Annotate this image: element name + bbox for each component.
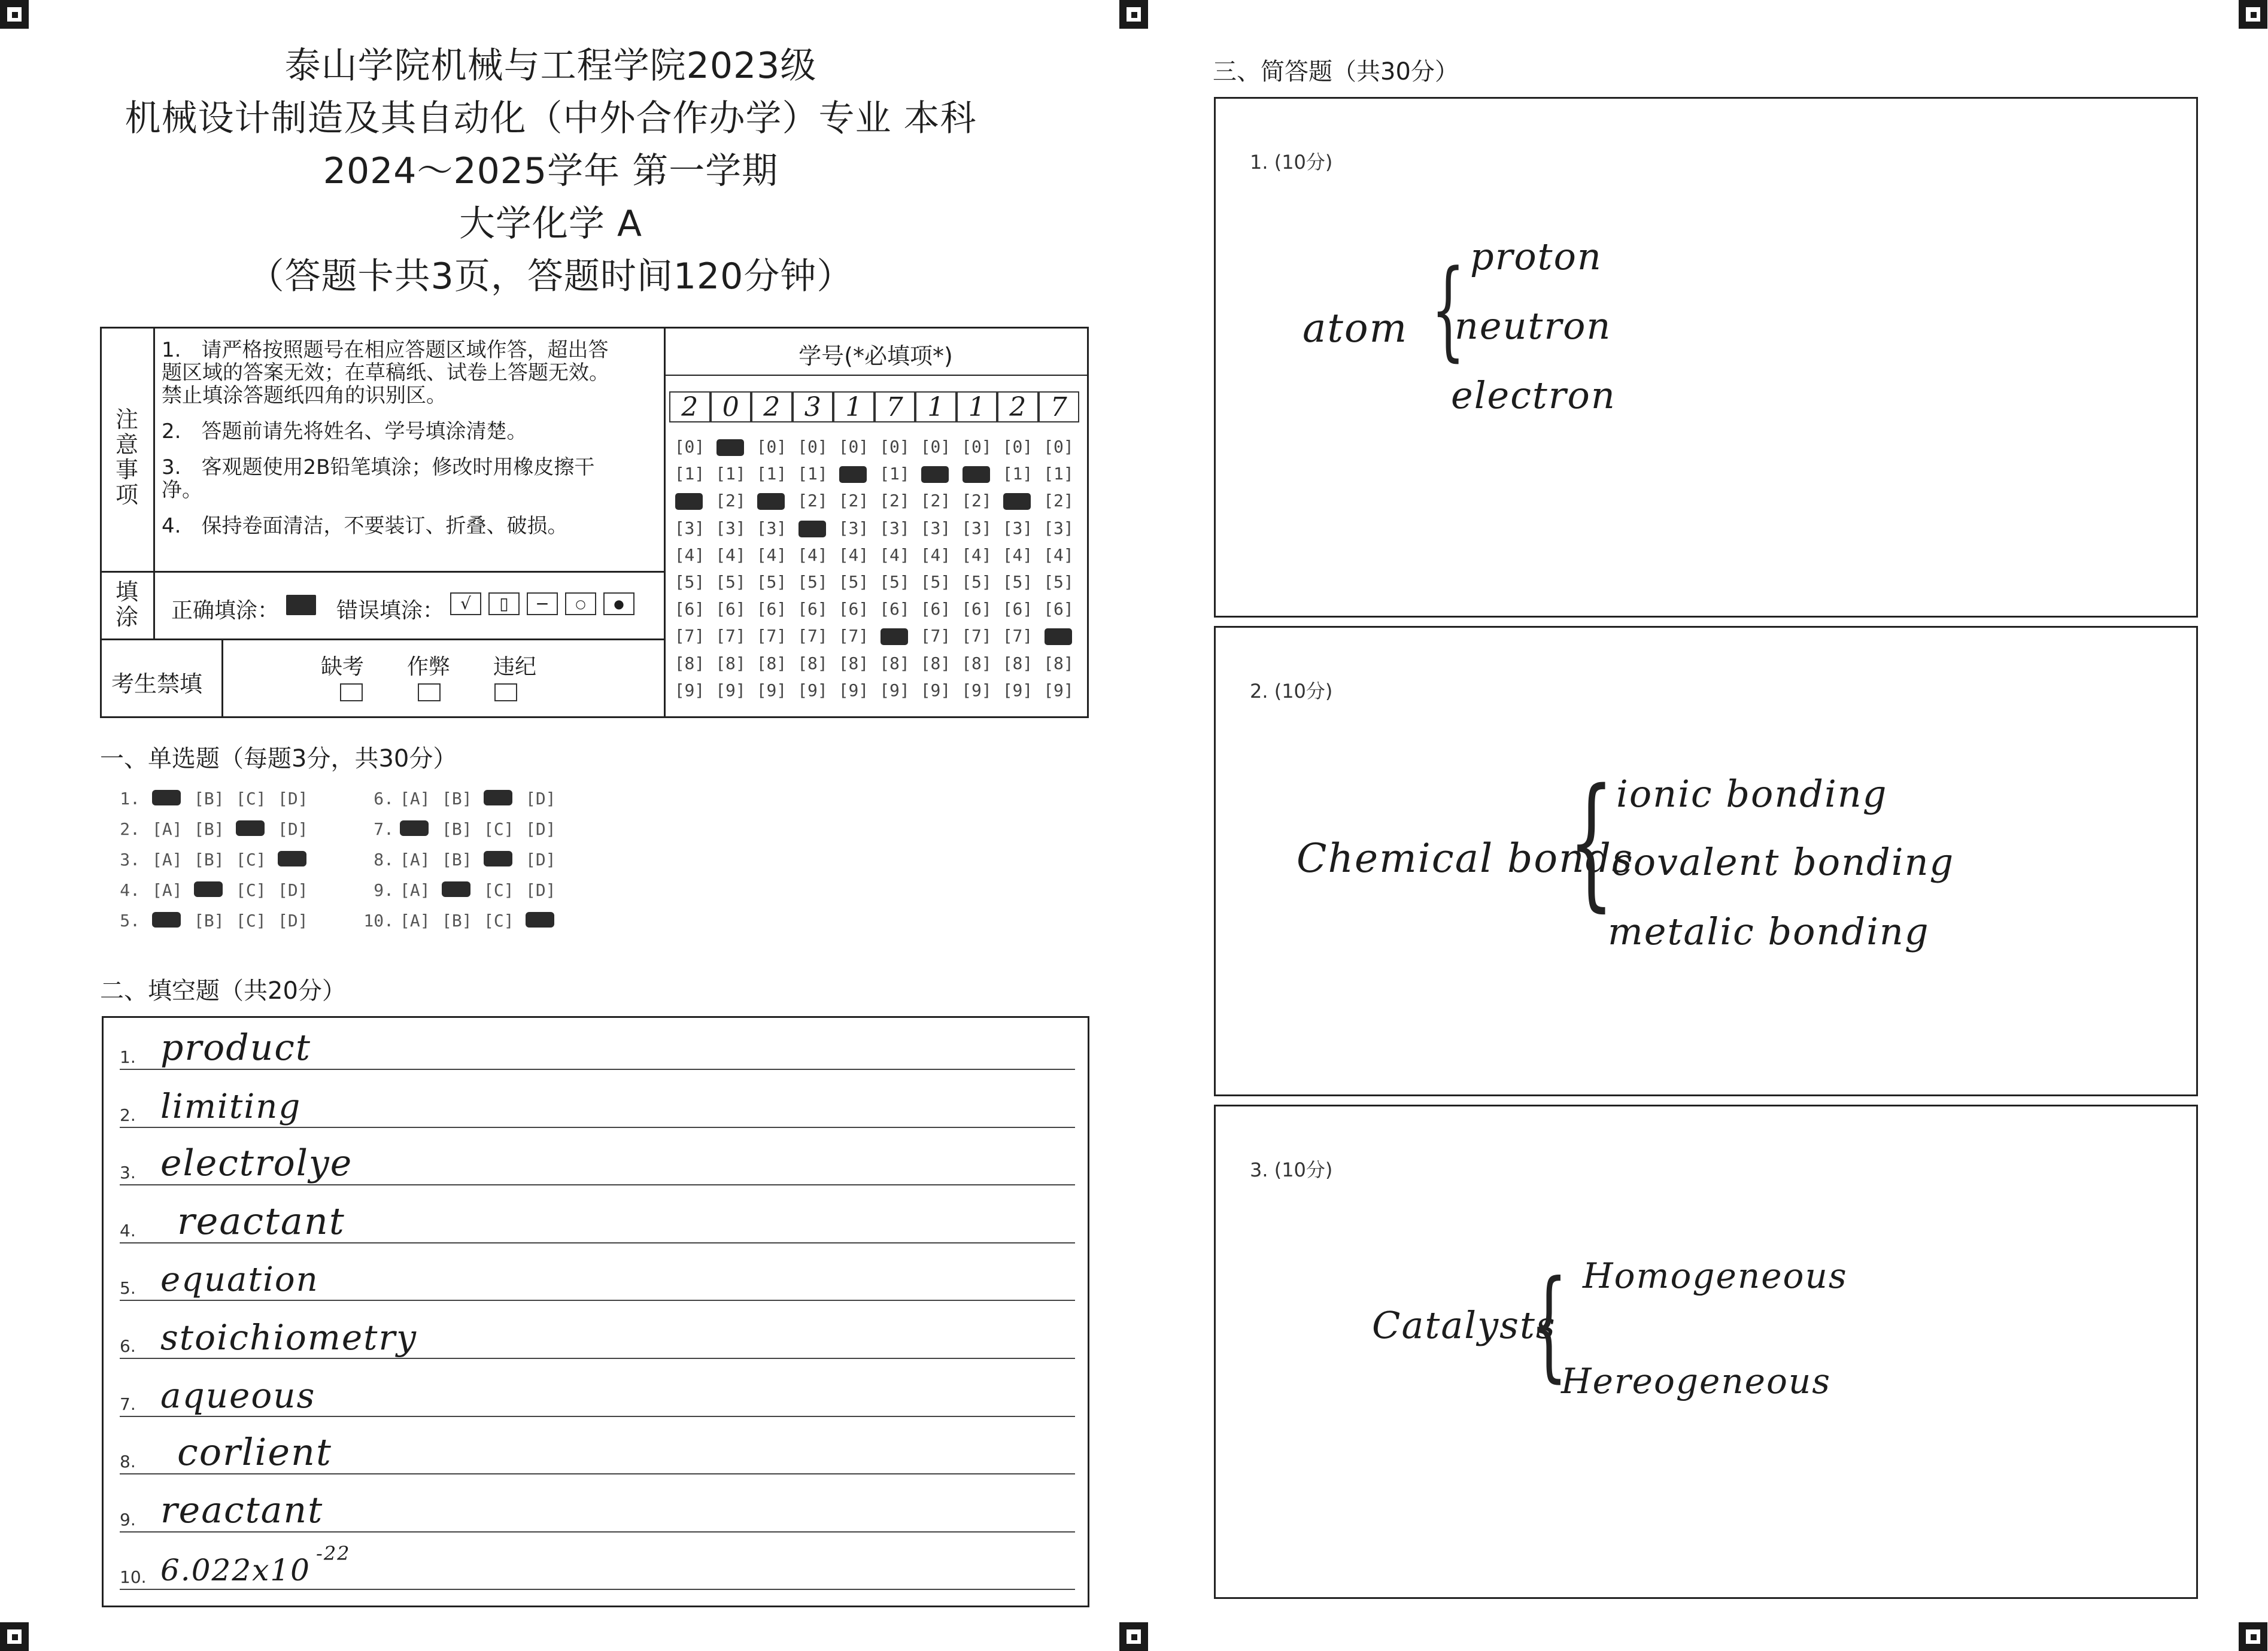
id-bubble[interactable]: [8] [838,653,869,673]
id-bubble[interactable]: [4] [838,545,869,565]
id-bubble[interactable]: [5] [1043,572,1074,592]
id-bubble[interactable]: [1] [879,464,910,484]
blank-line [120,1531,1075,1533]
forbidden-option-cheating: 作弊 [407,655,451,679]
id-bubble[interactable]: [3] [1002,518,1033,538]
answer-bubble[interactable]: [B] [194,789,224,808]
id-bubble[interactable]: [1] [797,464,828,484]
id-bubble[interactable]: [2] [838,491,869,511]
id-bubble[interactable]: [0] [961,437,992,457]
blank-line [120,1358,1075,1359]
question-number: 4. [120,880,140,900]
blank-answer[interactable]: stoichiometry [160,1317,417,1358]
id-bubble[interactable]: [9] [1002,680,1033,700]
id-bubble[interactable]: [7] [961,626,992,646]
id-bubble[interactable]: [0] [838,437,869,457]
answer-bubble[interactable]: [B] [194,819,224,839]
id-bubble[interactable]: [7] [756,626,787,646]
fill-rule-label: 填涂 [115,579,138,630]
answer-topic: atom [1302,305,1408,351]
id-bubble[interactable]: [1] [674,464,705,484]
blank-number: 6. [120,1336,136,1356]
id-bubble[interactable]: [8] [715,653,746,673]
answer-bubble[interactable]: [B] [442,911,472,931]
answer-bubble[interactable]: [A] [400,911,430,931]
corner-marker-top-center [1119,0,1148,29]
id-bubble[interactable]: [3] [674,518,705,538]
id-bubble[interactable]: [3] [1043,518,1074,538]
notice-item: 2. 答题前请先将姓名、学号填涂清楚。 [162,419,527,443]
header-line-2: 机械设计制造及其自动化（中外合作办学）专业 本科 [125,98,977,139]
answer-bubble[interactable]: [B] [194,850,224,869]
blank-number: 2. [120,1105,136,1125]
short-answer-box-1 [1214,97,2198,618]
id-bubble[interactable]: [4] [797,545,828,565]
id-bubble-filled[interactable] [675,493,703,510]
wrong-mark-sample: ▯ [488,592,520,615]
id-bubble[interactable]: [8] [674,653,705,673]
short-answer-title: 三、简答题（共30分） [1213,58,1459,86]
fill-blank-title: 二、填空题（共20分） [100,977,346,1005]
answer-bubble[interactable]: [D] [278,819,308,839]
blank-answer[interactable]: corlient [177,1430,332,1474]
blank-line [120,1589,1075,1590]
student-id-digit: 2 [669,391,711,422]
id-bubble[interactable]: [1] [1002,464,1033,484]
answer-bubble[interactable]: [D] [278,911,308,931]
wrong-mark-sample: √ [450,592,481,615]
id-bubble[interactable]: [6] [1043,599,1074,619]
header-line-1: 泰山学院机械与工程学院2023级 [284,45,817,87]
answer-bubble[interactable]: [D] [526,850,556,869]
answer-bubble[interactable]: [A] [152,880,183,900]
id-bubble[interactable]: [6] [1002,599,1033,619]
id-bubble[interactable]: [5] [838,572,869,592]
id-bubble[interactable]: [8] [797,653,828,673]
id-bubble[interactable]: [5] [674,572,705,592]
question-number: 9. [374,880,394,900]
id-bubble-filled[interactable] [921,466,949,483]
blank-answer[interactable]: aqueous [160,1375,316,1416]
blank-answer[interactable]: limiting [160,1087,302,1126]
answer-bubble[interactable]: [D] [278,789,308,808]
question-number: 2. [120,819,140,839]
question-number: 1. [120,789,140,808]
id-bubble-filled[interactable] [757,493,785,510]
id-bubble[interactable]: [9] [756,680,787,700]
wrong-mark-sample: ○ [565,592,596,615]
id-bubble[interactable]: [1] [715,464,746,484]
blank-answer[interactable]: electrolye [160,1142,353,1185]
id-bubble[interactable]: [9] [674,680,705,700]
id-bubble[interactable]: [4] [920,545,951,565]
wrong-mark-sample: − [527,592,558,615]
id-bubble[interactable]: [0] [674,437,705,457]
answer-bubble-filled[interactable] [442,881,470,897]
brace-icon: { [1431,247,1465,372]
id-bubble[interactable]: [0] [879,437,910,457]
cheating-checkbox[interactable] [418,683,441,701]
single-choice-title: 一、单选题（每题3分，共30分） [100,745,457,773]
blank-line [120,1416,1075,1417]
id-bubble[interactable]: [6] [920,599,951,619]
id-bubble[interactable]: [2] [1043,491,1074,511]
header-line-5: （答题卡共3页，答题时间120分钟） [248,256,854,297]
id-bubble[interactable]: [9] [838,680,869,700]
blank-answer[interactable]: reactant [177,1199,345,1243]
answer-bubble-filled[interactable] [484,790,512,805]
student-id-digit: 3 [793,391,834,422]
id-bubble[interactable]: [8] [756,653,787,673]
id-bubble[interactable]: [5] [920,572,951,592]
id-bubble[interactable]: [8] [879,653,910,673]
answer-bubble-filled[interactable] [236,820,265,836]
corner-marker-top-left [0,0,29,29]
id-bubble[interactable]: [9] [920,680,951,700]
answer-bubble[interactable]: [C] [236,850,266,869]
blank-number: 8. [120,1452,136,1472]
id-bubble[interactable]: [4] [756,545,787,565]
id-bubble[interactable]: [5] [756,572,787,592]
id-bubble[interactable]: [6] [838,599,869,619]
id-bubble[interactable]: [3] [756,518,787,538]
forbidden-option-absent: 缺考 [321,655,365,679]
answer-bubble[interactable]: [A] [400,789,430,808]
answer-bubble[interactable]: [C] [236,789,266,808]
corner-marker-bottom-center [1119,1622,1148,1651]
answer-item: neutron [1455,304,1612,348]
id-bubble[interactable]: [1] [1043,464,1074,484]
id-bubble[interactable]: [4] [1043,545,1074,565]
id-bubble[interactable]: [5] [961,572,992,592]
answer-bubble-filled[interactable] [484,851,512,866]
blank-number: 5. [120,1278,136,1299]
answer-bubble-filled[interactable] [152,790,181,805]
answer-bubble-filled[interactable] [278,851,306,866]
answer-bubble[interactable]: [B] [442,789,472,808]
notice-item: 4. 保持卷面清洁，不要装订、折叠、破损。 [162,514,568,538]
absent-checkbox[interactable] [340,683,363,701]
id-bubble[interactable]: [6] [879,599,910,619]
notice-item: 3. 客观题使用2B铅笔填涂；修改时用橡皮擦干净。 [162,455,595,502]
id-bubble[interactable]: [9] [715,680,746,700]
answer-topic: Catalysts [1372,1303,1556,1347]
id-bubble-filled[interactable] [798,521,826,537]
question-number: 8. [374,850,394,869]
id-bubble-filled[interactable] [963,466,990,483]
id-bubble[interactable]: [8] [961,653,992,673]
answer-item: electron [1451,373,1616,417]
answer-bubble[interactable]: [C] [236,880,266,900]
id-bubble[interactable]: [3] [961,518,992,538]
id-bubble[interactable]: [1] [756,464,787,484]
id-bubble[interactable]: [6] [674,599,705,619]
student-id-digit: 2 [997,391,1039,422]
blank-answer[interactable]: 6.022x10 [160,1553,311,1588]
answer-item: ionic bonding [1616,772,1888,816]
fill-rule-correct: 正确填涂： [171,598,280,623]
answer-bubble[interactable]: [D] [526,880,556,900]
question-label: 3. (10分) [1250,1159,1333,1181]
id-bubble[interactable]: [3] [879,518,910,538]
id-bubble[interactable]: [9] [797,680,828,700]
student-id-digit: 2 [751,391,793,422]
student-id-digit: 7 [875,391,916,422]
wrong-mark-sample: ● [603,592,634,615]
answer-bubble[interactable]: [B] [194,911,224,931]
id-bubble[interactable]: [3] [838,518,869,538]
id-bubble[interactable]: [3] [920,518,951,538]
answer-bubble[interactable]: [C] [484,880,514,900]
answer-bubble-filled[interactable] [400,820,429,836]
id-bubble-filled[interactable] [839,466,867,483]
blank-number: 9. [120,1509,136,1530]
answer-bubble[interactable]: [C] [484,911,514,931]
id-bubble[interactable]: [4] [715,545,746,565]
id-bubble-filled[interactable] [881,628,908,645]
brace-icon: { [1568,758,1614,925]
question-number: 10. [363,911,394,931]
question-label: 2. (10分) [1250,680,1333,703]
answer-item: Hereogeneous [1561,1361,1832,1401]
blank-line [120,1300,1075,1301]
id-bubble[interactable]: [7] [797,626,828,646]
notice-label: 注意事项 [115,406,138,508]
student-id-title: 学号(*必填项*) [798,343,953,369]
answer-bubble[interactable]: [D] [526,819,556,839]
question-number: 6. [374,789,394,808]
corner-marker-bottom-right [2239,1622,2267,1651]
notice-item: 1. 请严格按照题号在相应答题区域作答，超出答题区域的答案无效；在草稿纸、试卷上答题无效。禁止填涂答题纸四角的识别区。 [162,338,609,408]
blank-line [120,1184,1075,1185]
id-bubble-filled[interactable] [1003,493,1031,510]
answer-bubble[interactable]: [A] [400,880,430,900]
id-bubble[interactable]: [5] [797,572,828,592]
id-bubble[interactable]: [2] [797,491,828,511]
corner-marker-bottom-left [0,1622,29,1651]
id-bubble[interactable]: [6] [756,599,787,619]
answer-bubble-filled[interactable] [152,912,181,928]
id-bubble[interactable]: [0] [797,437,828,457]
blank-answer[interactable]: product [160,1027,311,1069]
blank-line [120,1127,1075,1128]
blank-answer[interactable]: equation [160,1260,319,1300]
answer-bubble[interactable]: [A] [400,850,430,869]
answer-bubble[interactable]: [D] [278,880,308,900]
id-bubble[interactable]: [2] [879,491,910,511]
blank-number: 4. [120,1220,136,1240]
answer-item: Homogeneous [1583,1255,1848,1296]
id-bubble[interactable]: [9] [879,680,910,700]
id-bubble[interactable]: [7] [715,626,746,646]
id-bubble[interactable]: [4] [879,545,910,565]
answer-bubble[interactable]: [C] [236,911,266,931]
question-label: 1. (10分) [1250,151,1333,174]
forbidden-option-violation: 违纪 [493,655,537,679]
blank-line [120,1069,1075,1070]
id-bubble[interactable]: [4] [674,545,705,565]
id-bubble-filled[interactable] [1045,628,1072,645]
answer-item: metalic bonding [1608,910,1930,953]
id-bubble[interactable]: [7] [1002,626,1033,646]
notice-list [162,339,629,537]
id-bubble[interactable]: [5] [1002,572,1033,592]
id-bubble[interactable]: [7] [838,626,869,646]
blank-answer[interactable]: reactant [160,1489,324,1531]
answer-bubble[interactable]: [D] [526,789,556,808]
answer-item: covalent bonding [1611,840,1955,884]
student-id-digit: 7 [1039,391,1080,422]
id-bubble[interactable]: [0] [1002,437,1033,457]
correct-fill-sample [286,595,316,615]
id-bubble[interactable]: [6] [715,599,746,619]
id-bubble[interactable]: [8] [1002,653,1033,673]
id-bubble[interactable]: [0] [756,437,787,457]
id-bubble[interactable]: [2] [961,491,992,511]
answer-bubble-filled[interactable] [194,881,223,897]
student-id-digit: 0 [711,391,752,422]
id-bubble[interactable]: [4] [961,545,992,565]
blank-number: 3. [120,1163,136,1183]
header-line-4: 大学化学 A [459,203,643,245]
question-number: 3. [120,850,140,869]
id-bubble[interactable]: [7] [674,626,705,646]
header-line-3: 2024～2025学年 第一学期 [323,150,779,192]
blank-number: 1. [120,1047,136,1067]
question-number: 5. [120,911,140,931]
id-bubble[interactable]: [5] [879,572,910,592]
student-id-digit: 1 [957,391,998,422]
id-bubble[interactable]: [3] [715,518,746,538]
blank-number: 10. [120,1567,147,1588]
id-bubble[interactable]: [9] [1043,680,1074,700]
answer-bubble[interactable]: [A] [152,819,183,839]
brace-icon: { [1529,1255,1568,1394]
corner-marker-top-right [2239,0,2267,29]
student-id-digit: 1 [915,391,957,422]
answer-bubble[interactable]: [C] [484,819,514,839]
fill-rule-wrong: 错误填涂： [336,598,445,623]
id-bubble[interactable]: [6] [961,599,992,619]
id-bubble[interactable]: [6] [797,599,828,619]
blank-answer-exponent: -22 [316,1542,351,1565]
id-bubble[interactable]: [0] [920,437,951,457]
id-bubble[interactable]: [4] [1002,545,1033,565]
id-bubble[interactable]: [2] [920,491,951,511]
id-bubble[interactable]: [2] [715,491,746,511]
student-id-digit: 1 [833,391,875,422]
short-answer-box-3 [1214,1105,2198,1599]
id-bubble[interactable]: [9] [961,680,992,700]
answer-bubble[interactable]: [B] [442,850,472,869]
id-bubble[interactable]: [0] [1043,437,1074,457]
blank-number: 7. [120,1394,136,1414]
id-bubble-filled[interactable] [716,439,744,456]
answer-item: proton [1470,235,1602,278]
forbidden-label: 考生禁填 [111,671,203,697]
answer-bubble-filled[interactable] [526,912,554,928]
answer-topic: Chemical bonds [1297,835,1634,881]
question-number: 7. [374,819,394,839]
id-bubble[interactable]: [8] [1043,653,1074,673]
answer-bubble[interactable]: [A] [152,850,183,869]
id-bubble[interactable]: [5] [715,572,746,592]
id-bubble[interactable]: [8] [920,653,951,673]
id-bubble[interactable]: [7] [920,626,951,646]
violation-checkbox[interactable] [494,683,517,701]
answer-bubble[interactable]: [B] [442,819,472,839]
